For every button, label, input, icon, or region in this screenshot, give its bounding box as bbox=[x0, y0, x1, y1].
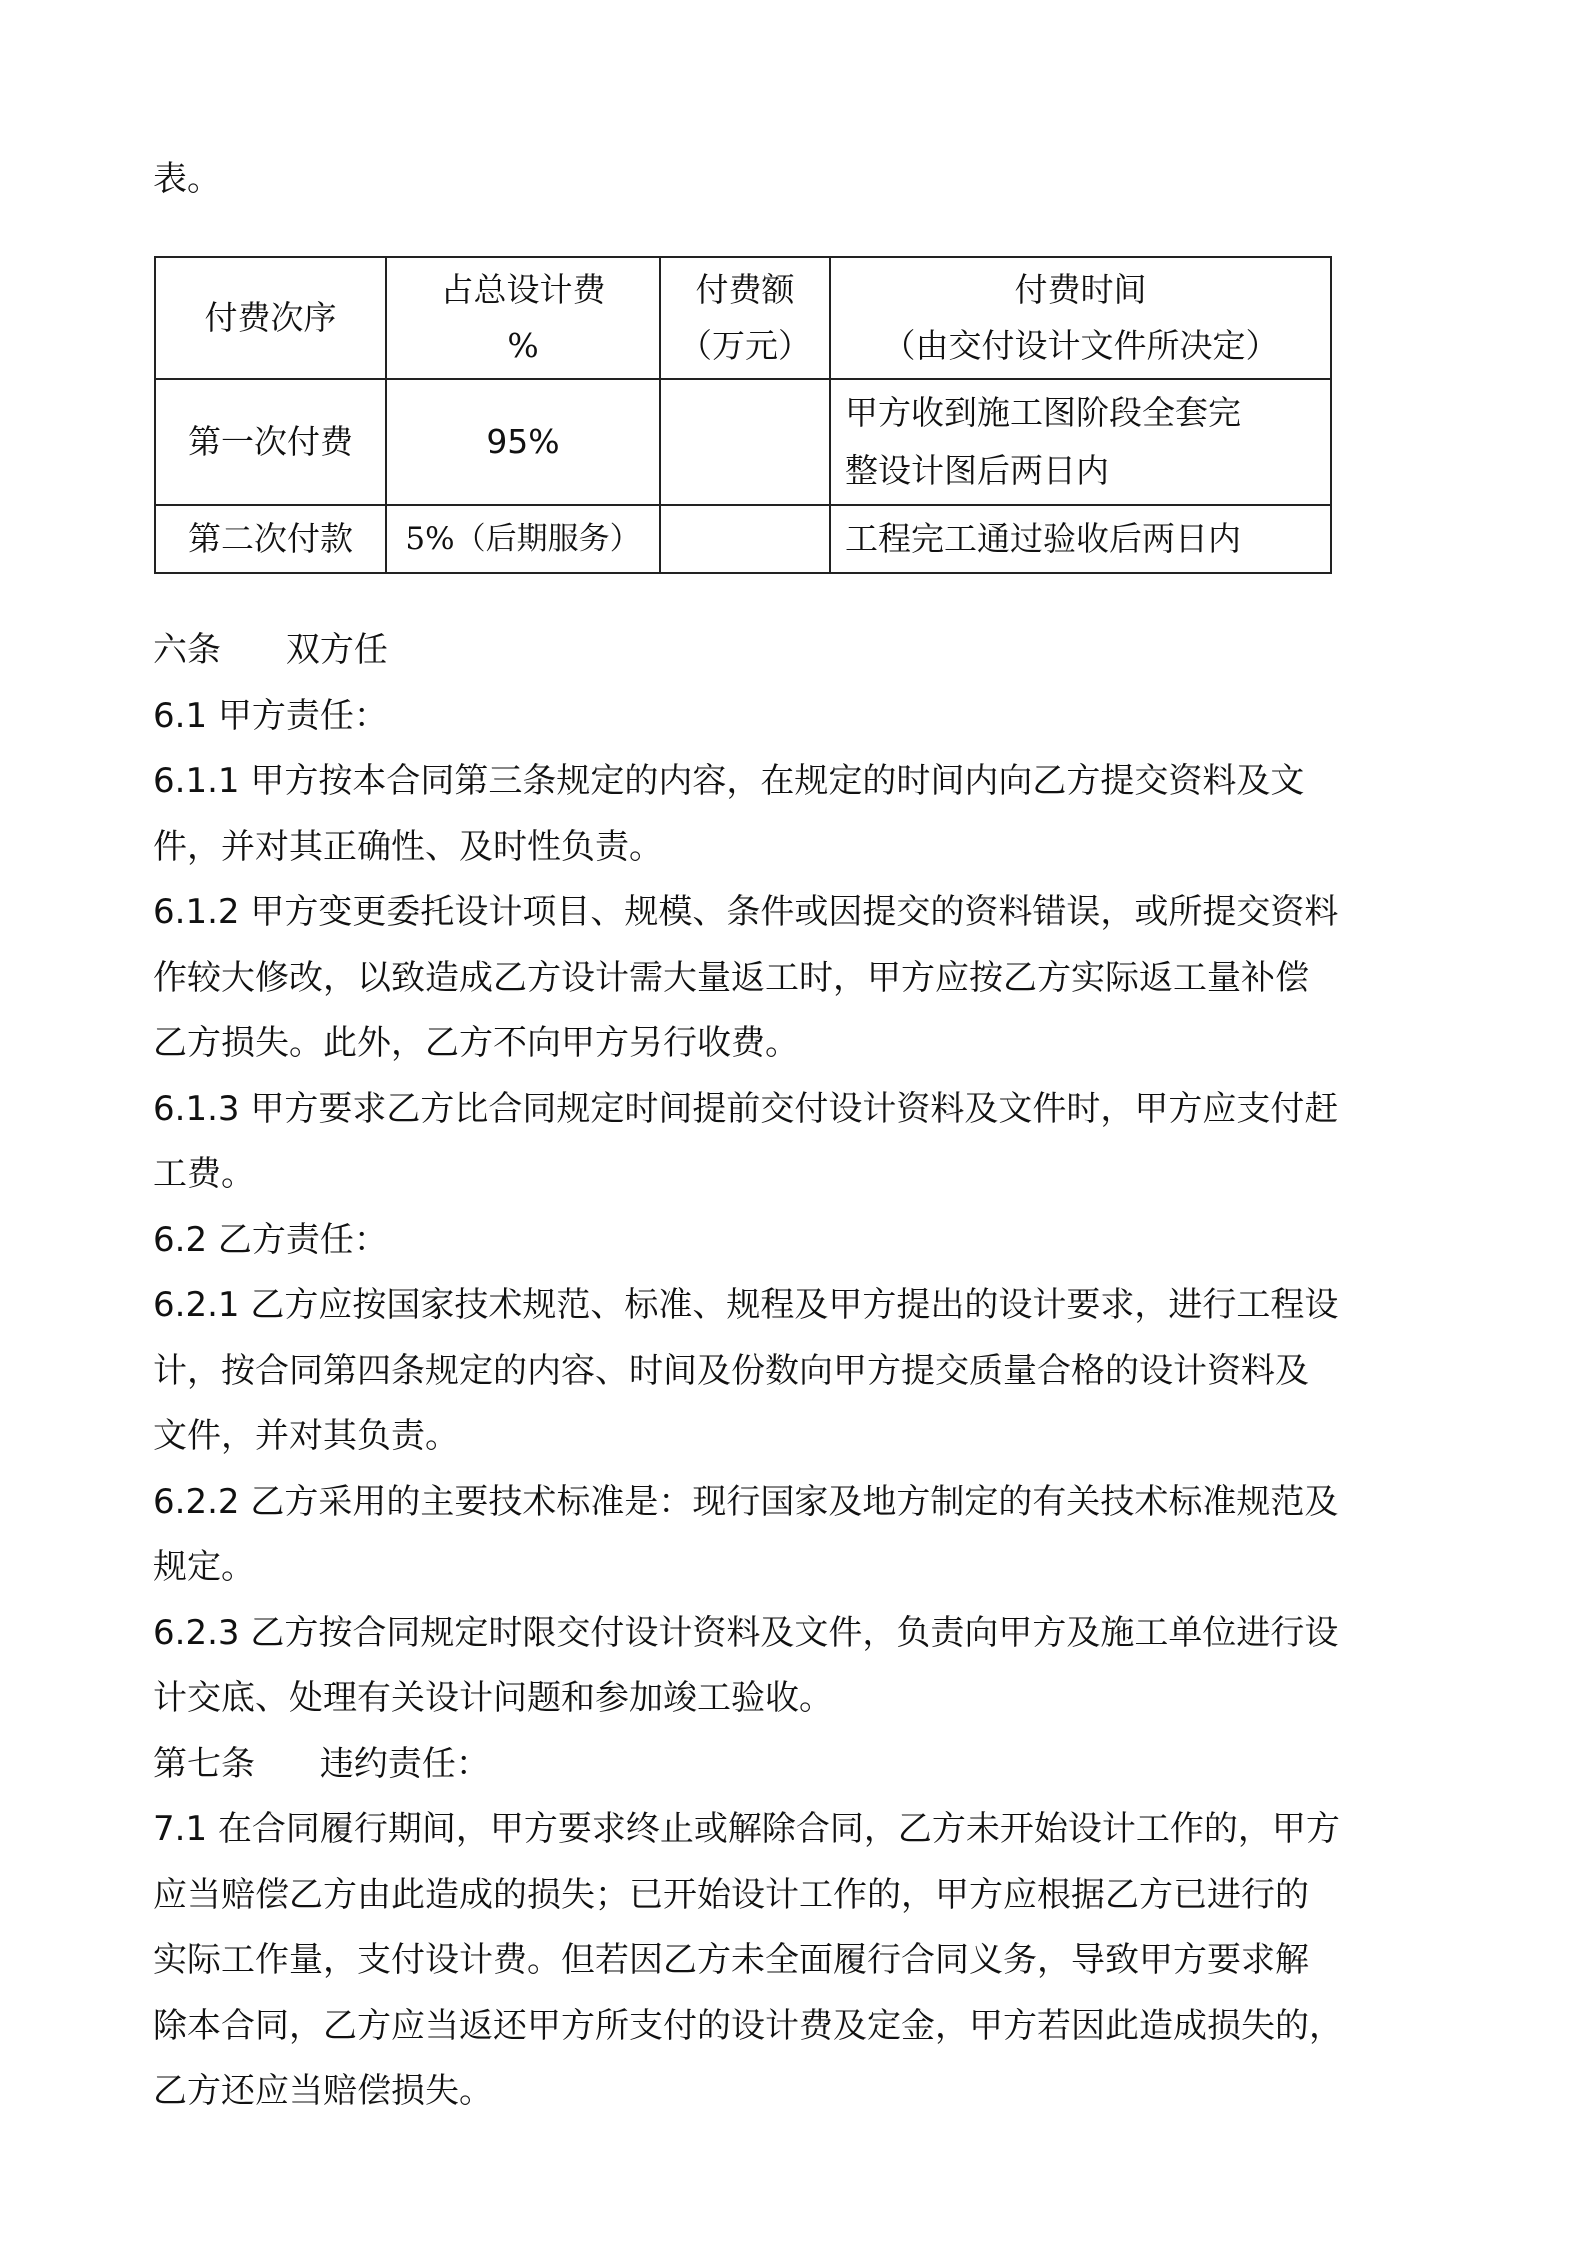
cell-time: 工程完工通过验收后两日内 bbox=[830, 505, 1331, 573]
text-line: 6.1.3 甲方要求乙方比合同规定时间提前交付设计资料及文件时，甲方应支付赶 bbox=[153, 1088, 1339, 1129]
header-amount: 付费额 （万元） bbox=[660, 257, 830, 379]
table-header-row bbox=[155, 257, 1331, 379]
header-order: 付费次序 bbox=[155, 257, 386, 379]
text-line: 6.1.1 甲方按本合同第三条规定的内容，在规定的时间内向乙方提交资料及文 bbox=[153, 761, 1305, 801]
header-time: 付费时间 （由交付设计文件所决定） bbox=[830, 257, 1331, 379]
text-line: 乙方还应当赔偿损失。 bbox=[153, 2071, 493, 2111]
text-line: 应当赔偿乙方由此造成的损失；已开始设计工作的，甲方应根据乙方已进行的 bbox=[153, 1874, 1309, 1915]
cell-order: 第一次付费 bbox=[155, 379, 386, 505]
table-row bbox=[155, 379, 1331, 505]
table-row bbox=[155, 505, 1331, 573]
text-line: 作较大修改，以致造成乙方设计需大量返工时，甲方应按乙方实际返工量补偿 bbox=[153, 957, 1309, 998]
text-line: 文件，并对其负责。 bbox=[153, 1416, 459, 1456]
header-percent: 占总设计费 % bbox=[386, 257, 660, 379]
cell-amount bbox=[660, 505, 830, 573]
text-line: 6.2.1 乙方应按国家技术规范、标准、规程及甲方提出的设计要求，进行工程设 bbox=[153, 1285, 1339, 1325]
text-line: 实际工作量，支付设计费。但若因乙方未全面履行合同义务，导致甲方要求解 bbox=[153, 1940, 1309, 1980]
text-line: 除本合同，乙方应当返还甲方所支付的设计费及定金，甲方若因此造成损失的， bbox=[153, 2005, 1343, 2046]
text-line: 规定。 bbox=[153, 1547, 255, 1587]
lead-text: 表。 bbox=[153, 159, 221, 199]
payment-schedule-table bbox=[154, 256, 1332, 574]
cell-time: 甲方收到施工图阶段全套完 整设计图后两日内 bbox=[830, 379, 1331, 505]
text-line: 计交底、处理有关设计问题和参加竣工验收。 bbox=[153, 1678, 833, 1718]
text-line: 6.2.3 乙方按合同规定时限交付设计资料及文件，负责向甲方及施工单位进行设 bbox=[153, 1612, 1339, 1653]
text-line: 六条 双方任 bbox=[153, 630, 388, 670]
text-line: 6.1.2 甲方变更委托设计项目、规模、条件或因提交的资料错误，或所提交资料 bbox=[153, 892, 1339, 932]
cell-percent: 5%（后期服务） bbox=[386, 505, 660, 573]
contract-body-text bbox=[153, 618, 1453, 2125]
cell-percent: 95% bbox=[386, 379, 660, 505]
text-line: 乙方损失。此外，乙方不向甲方另行收费。 bbox=[153, 1023, 799, 1063]
text-line: 件，并对其正确性、及时性负责。 bbox=[153, 826, 663, 867]
text-line: 工费。 bbox=[153, 1154, 255, 1194]
text-line: 计，按合同第四条规定的内容、时间及份数向甲方提交质量合格的设计资料及 bbox=[153, 1350, 1309, 1391]
cell-amount bbox=[660, 379, 830, 505]
cell-order: 第二次付款 bbox=[155, 505, 386, 573]
text-line: 6.2.2 乙方采用的主要技术标准是：现行国家及地方制定的有关技术标准规范及 bbox=[153, 1481, 1339, 1522]
text-line: 第七条 违约责任： bbox=[153, 1743, 490, 1784]
text-line: 7.1 在合同履行期间，甲方要求终止或解除合同，乙方未开始设计工作的，甲方 bbox=[153, 1809, 1340, 1849]
text-line: 6.2 乙方责任： bbox=[153, 1219, 388, 1260]
text-line: 6.1 甲方责任： bbox=[153, 695, 388, 736]
